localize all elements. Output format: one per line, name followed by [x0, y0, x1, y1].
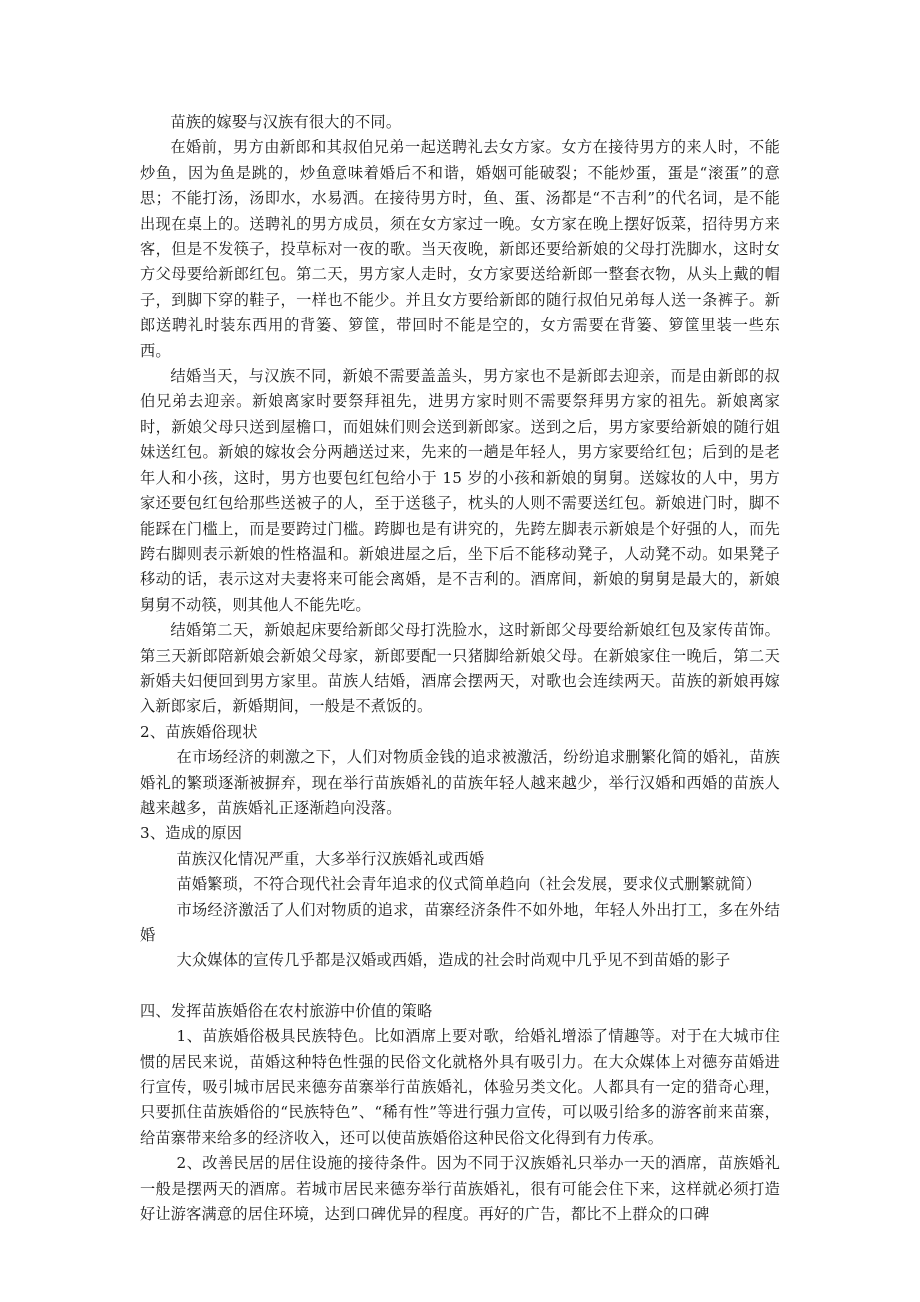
wedding-day-paragraph: 结婚当天，与汉族不同，新娘不需要盖盖头，男方家也不是新郎去迎亲，而是由新郎的叔伯兄弟去迎亲。新娘离家时要祭拜祖先，进男方家时则不需要祭拜男方家的祖先。新娘离家时，新娘父母只送到屋檐口，而姐妹们则会送到新郎家。送到之后，男方家要给新娘的随行姐妹送红包。新娘的嫁妆会分两趟送过来，先来的一趟是年轻人，男方家要给红包；后到的是老年人和小孩，这时，男方也要包红包给小于 15 岁的小孩和新娘的舅舅。送嫁妆的人中，男方家还要包红包给那些送被子的人，至于送毯子，枕头的人则不需要送红包。新娘进门时，脚不能踩在门槛上，而是要跨过门槛。跨脚也是有讲究的，先跨左脚表示新娘是个好强的人，而先跨右脚则表示新娘的性格温和。新娘进屋之后，坐下后不能移动凳子，人动凳不动。如果凳子移动的话，表示这对夫妻将来可能会离婚，是不吉利的。酒席间，新娘的舅舅是最大的，新娘舅舅不动筷，则其他人不能先吃。 [140, 367, 780, 614]
document-body [140, 110, 780, 1227]
section-spacer [140, 974, 780, 999]
post-wedding-paragraph: 结婚第二天，新娘起床要给新郎父母打洗脸水，这时新郎父母要给新娘红包及家传苗饰。第三天新郎陪新娘会新娘父母家，新郎要配一只猪脚给新娘父母。在新娘家住一晚后，第二天新婚夫妇便回到男方家里。苗族人结婚，酒席会摆两天，对歌也会连续两天。苗族的新娘再嫁入新郎家后，新婚期间，一般是不煮饭的。 [140, 621, 780, 716]
strategy-item: 1、苗族婚俗极具民族特色。比如酒席上要对歌，给婚礼增添了情趣等。对于在大城市住惯的居民来说，苗婚这种特色性强的民俗文化就格外具有吸引力。在大众媒体上对德夯苗婚进行宣传，吸引城市居民来德夯苗寨举行苗族婚礼，体验另类文化。人都具有一定的猎奇心理，只要抓住苗族婚俗的“民族特色”、“稀有性”等进行强力宣传，可以吸引给多的游客前来苗寨，给苗寨带来给多的经济收入，还可以使苗族婚俗这种民俗文化得到有力传承。 [140, 1027, 780, 1147]
reason-item: 大众媒体的宣传几乎都是汉婚或西婚，造成的社会时尚观中几乎见不到苗婚的影子 [176, 951, 731, 970]
reason-item: 市场经济激活了人们对物质的追求，苗寨经济条件不如外地，年轻人外出打工，多在外结婚 [140, 900, 780, 944]
section-2-heading: 2、苗族婚俗现状 [140, 722, 258, 741]
strategy-item: 2、改善民居的居住设施的接待条件。因为不同于汉族婚礼只举办一天的酒席，苗族婚礼一般是摆两天的酒席。若城市居民来德夯举行苗族婚礼，很有可能会住下来，这样就必须打造好让游客满意的居住环境，达到口碑优异的程度。再好的广告，都比不上群众的口碑 [140, 1154, 780, 1224]
section-2-body: 在市场经济的刺激之下，人们对物质金钱的追求被激活，纷纷追求删繁化简的婚礼，苗族婚礼的繁琐逐渐被摒弃，现在举行苗族婚礼的苗族年轻人越来越少，举行汉婚和西婚的苗族人越来越多，苗族婚礼正逐渐趋向没落。 [140, 748, 780, 817]
reason-item: 苗婚繁琐，不符合现代社会青年追求的仪式简单趋向（社会发展，要求仪式删繁就简） [176, 875, 762, 894]
section-3-heading: 3、造成的原因 [140, 824, 243, 843]
intro-paragraph: 苗族的嫁娶与汉族有很大的不同。 [170, 113, 402, 131]
reason-item: 苗族汉化情况严重，大多举行汉族婚礼或西婚 [176, 849, 485, 868]
pre-wedding-paragraph: 在婚前，男方由新郎和其叔伯兄弟一起送聘礼去女方家。女方在接待男方的来人时，不能炒鱼，因为鱼是跳的，炒鱼意味着婚后不和谐，婚姻可能破裂；不能炒蛋，蛋是“滚蛋”的意思；不能打汤，汤即水，水易洒。在接待男方时，鱼、蛋、汤都是“不吉利”的代名词，是不能出现在桌上的。送聘礼的男方成员，须在女方家过一晚。女方家在晚上摆好饭菜，招待男方来客，但是不发筷子，投草标对一夜的歌。当天夜晚，新郎还要给新娘的父母打洗脚水，这时女方父母要给新郎红包。第二天，男方家人走时，女方家要送给新郎一整套衣物，从头上戴的帽子，到脚下穿的鞋子，一样也不能少。并且女方要给新郎的随行叔伯兄弟每人送一条裤子。新郎送聘礼时装东西用的背篓、箩筐，带回时不能是空的，女方需要在背篓、箩筐里装一些东西。 [140, 138, 780, 360]
section-4-heading: 四、发挥苗族婚俗在农村旅游中价值的策略 [140, 1001, 433, 1020]
